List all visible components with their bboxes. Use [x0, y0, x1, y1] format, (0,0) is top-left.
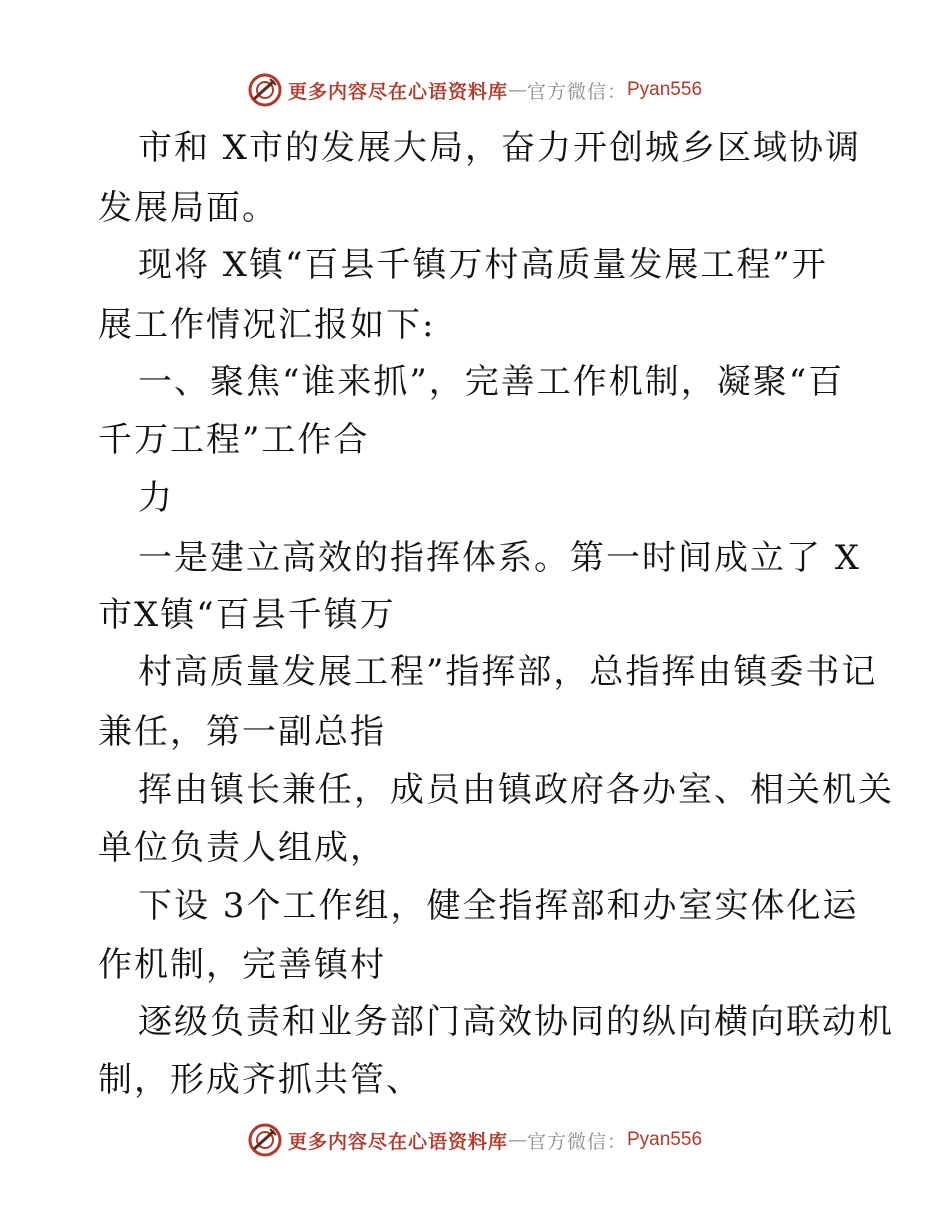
body-line: 发展局面。 — [98, 188, 278, 228]
body-line: 市X镇“百县千镇万 — [98, 595, 396, 635]
banner-wechat-id: Pyan556 — [627, 79, 703, 100]
body-line: 逐级负责和业务部门高效协同的纵向横向联动机 — [138, 1002, 894, 1042]
body-line: 兼任，第一副总指 — [98, 712, 386, 752]
banner-brand-text: 更多内容尽在心语资料库 — [287, 80, 508, 103]
brand-logo-icon — [248, 73, 282, 107]
body-line: 下设 3个工作组，健全指挥部和办室实体化运 — [138, 886, 859, 926]
body-line: 现将 X镇“百县千镇万村高质量发展工程”开 — [138, 245, 828, 285]
banner-dash: — — [507, 79, 527, 101]
body-line: 村高质量发展工程”指挥部，总指挥由镇委书记 — [138, 652, 878, 692]
body-line: 挥由镇长兼任，成员由镇政府各办室、相关机关 — [138, 770, 894, 810]
body-line: 市和 X市的发展大局，奋力开创城乡区域协调 — [138, 128, 862, 168]
header-banner — [0, 70, 950, 110]
body-line: 一、聚焦“谁来抓”，完善工作机制，凝聚“百 — [138, 362, 845, 402]
brand-logo-icon — [248, 1123, 282, 1157]
body-line: 展工作情况汇报如下: — [98, 305, 436, 345]
body-line: 制，形成齐抓共管、 — [98, 1060, 422, 1100]
body-line: 单位负责人组成， — [98, 828, 386, 868]
banner-wechat-id: Pyan556 — [627, 1129, 703, 1150]
body-line: 力 — [138, 478, 174, 518]
body-line: 一是建立高效的指挥体系。第一时间成立了 X — [138, 538, 862, 578]
footer-banner — [0, 1120, 950, 1160]
banner-brand-text: 更多内容尽在心语资料库 — [287, 1130, 508, 1153]
banner-wechat-label: 官方微信： — [526, 80, 627, 103]
body-line: 千万工程”工作合 — [98, 420, 370, 460]
banner-wechat-label: 官方微信： — [526, 1130, 627, 1153]
body-line: 作机制，完善镇村 — [98, 945, 386, 985]
banner-dash: — — [507, 1129, 527, 1151]
